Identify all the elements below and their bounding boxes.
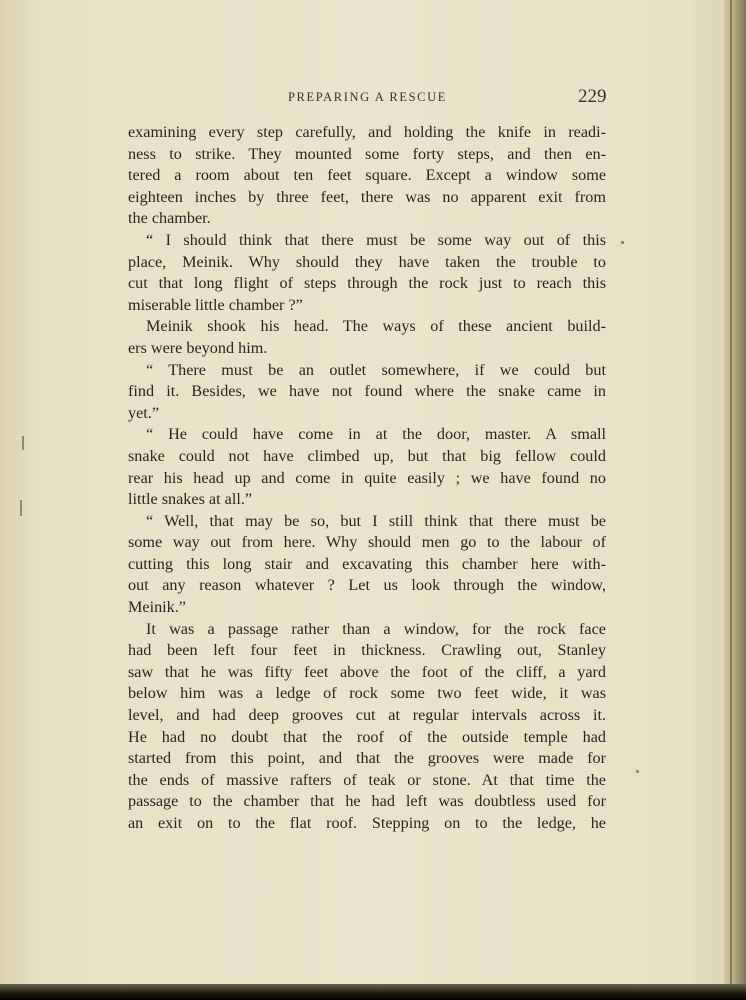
text-line: saw that he was fifty feet above the foot of the cliff, a yard — [128, 662, 606, 681]
text-line: cut that long flight of steps through the rock just to reach this — [128, 274, 606, 293]
text-line: ers were beyond him. — [128, 338, 268, 357]
text-line: level, and had deep grooves cut at regular intervals across it. — [128, 706, 606, 725]
page-edge-bottom — [0, 984, 746, 1000]
text-line: rear his head up and come in quite easily ; we have found no — [128, 468, 606, 487]
text-line: had been left four feet in thickness. Crawling out, Stanley — [128, 641, 606, 660]
margin-mark — [20, 500, 22, 516]
text-line: ness to strike. They mounted some forty steps, and then en- — [128, 144, 606, 163]
text-line: eighteen inches by three feet, there was no apparent exit from — [128, 187, 606, 206]
running-head — [0, 88, 746, 110]
text-line: find it. Besides, we have not found where the snake came in — [128, 382, 606, 401]
running-title: PREPARING A RESCUE — [288, 90, 447, 104]
text-line: miserable little chamber ?” — [128, 295, 303, 314]
text-line: snake could not have climbed up, but that big fellow could — [128, 446, 606, 465]
text-line: “ He could have come in at the door, master. A small — [146, 425, 606, 444]
text-line: started from this point, and that the grooves were made for — [128, 749, 606, 768]
body-text — [128, 122, 606, 835]
text-line: Meinik shook his head. The ways of these ancient build- — [146, 317, 606, 336]
text-line: little snakes at all.” — [128, 490, 253, 509]
text-line: out any reason whatever ? Let us look through the window, — [128, 576, 606, 595]
text-line: some way out from here. Why should men go to the labour of — [128, 533, 606, 552]
text-line: the chamber. — [128, 209, 211, 228]
text-line: examining every step carefully, and holding the knife in readi- — [128, 123, 606, 141]
margin-mark — [636, 770, 639, 773]
text-line: the ends of massive rafters of teak or stone. At that time the — [128, 770, 606, 789]
text-line: below him was a ledge of rock some two feet wide, it was — [128, 684, 606, 703]
text-line: He had no doubt that the roof of the outside temple had — [128, 727, 606, 746]
text-line: yet.” — [128, 403, 160, 422]
page-gutter-line — [730, 0, 732, 1000]
text-line: “ Well, that may be so, but I still think that there must be — [146, 511, 606, 530]
text-line: an exit on to the flat roof. Stepping on to the ledge, he — [128, 814, 606, 832]
text-line: It was a passage rather than a window, for the rock face — [146, 619, 606, 638]
text-line: Meinik.” — [128, 598, 186, 617]
text-line: “ There must be an outlet somewhere, if we could but — [146, 360, 606, 379]
margin-mark — [22, 436, 24, 450]
text-line: passage to the chamber that he had left was doubtless used for — [128, 792, 606, 811]
text-line: place, Meinik. Why should they have taken the trouble to — [128, 252, 606, 271]
margin-mark — [621, 241, 624, 244]
text-line: “ I should think that there must be some way out of this — [146, 230, 606, 249]
page-number: 229 — [578, 86, 607, 107]
text-line: tered a room about ten feet square. Except a window some — [128, 166, 606, 185]
text-line: cutting this long stair and excavating this chamber here with- — [128, 554, 606, 573]
page-edge-right — [724, 0, 746, 1000]
